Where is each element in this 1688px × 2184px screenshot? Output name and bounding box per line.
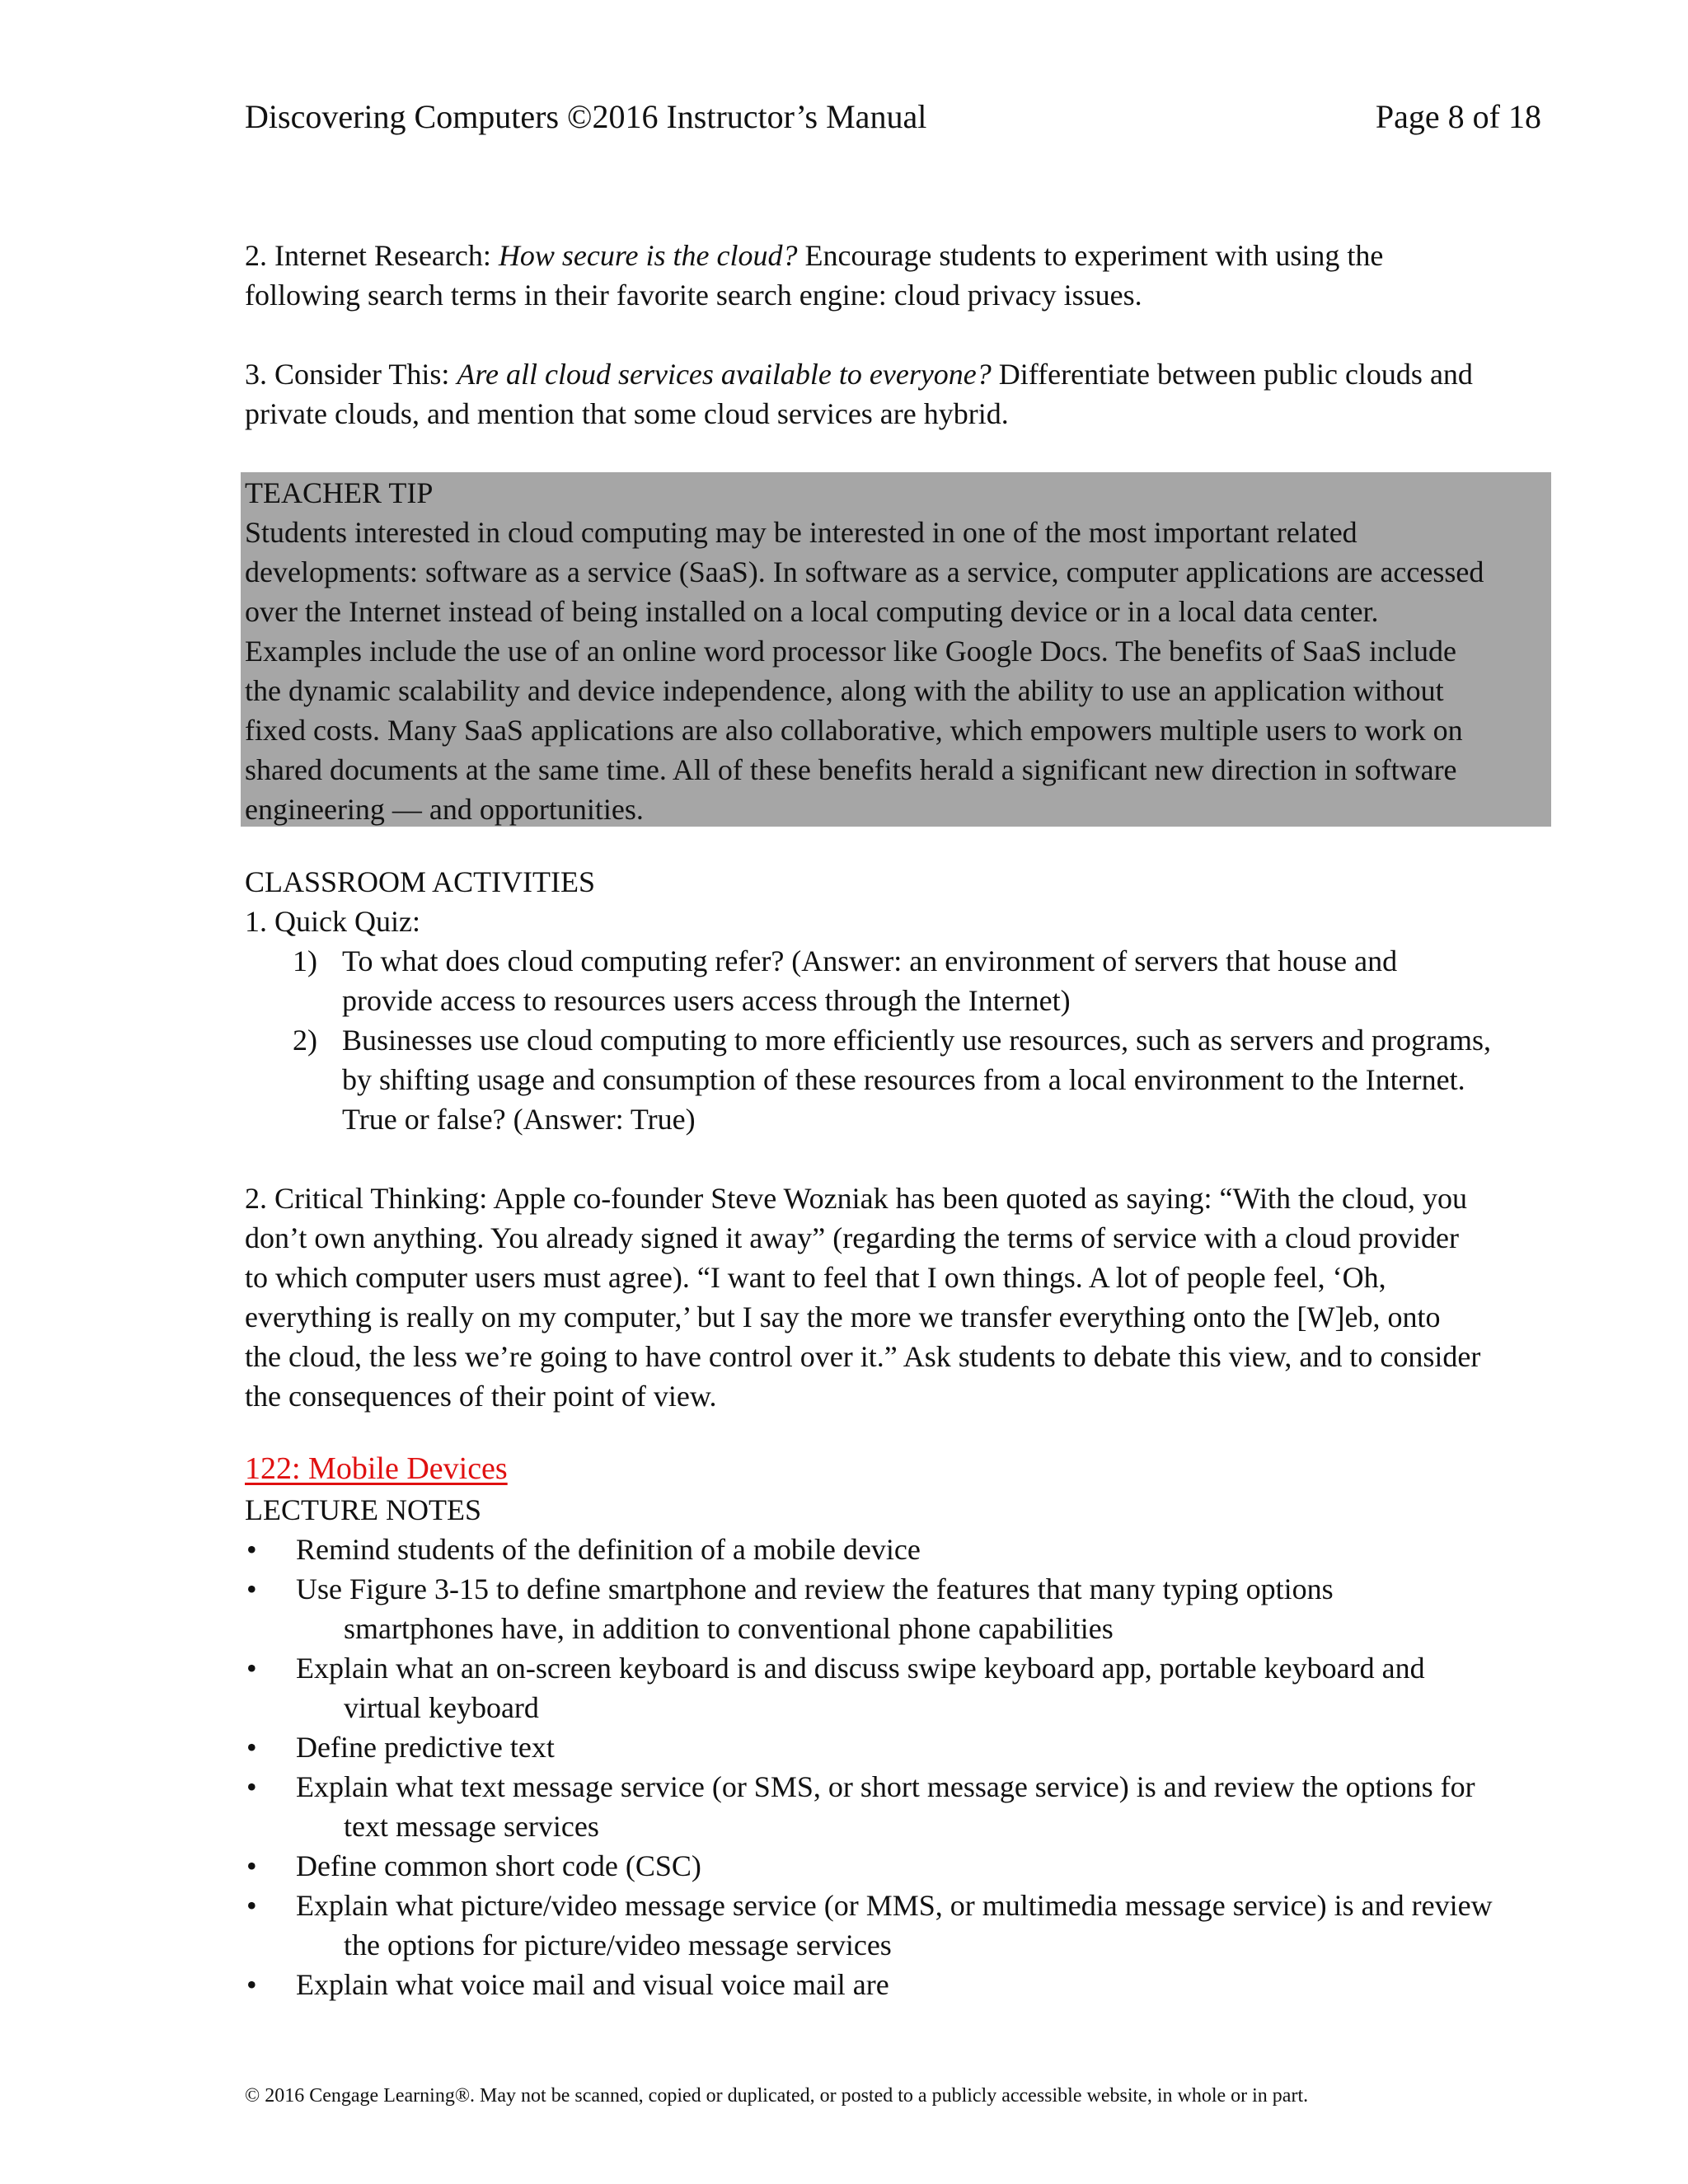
quiz-item-line: provide access to resources users access through the Internet) <box>342 984 1071 1017</box>
classroom-heading: CLASSROOM ACTIVITIES <box>245 865 596 898</box>
bullet-icon: • <box>246 1652 257 1685</box>
list-item-text: Explain what text message service (or SMS, or short message service) is and review the options for <box>296 1770 1475 1803</box>
quiz-item <box>293 1020 1547 1139</box>
consider-this-text-line2: private clouds, and mention that some cloud services are hybrid. <box>245 397 1009 430</box>
critical-thinking-line: the cloud, the less we’re going to have control over it.” Ask students to debate this view, and to consider <box>245 1340 1481 1373</box>
copyright-footer: © 2016 Cengage Learning®. May not be scanned, copied or duplicated, or posted to a publicly accessible website, in whole or in part. <box>245 2085 1309 2107</box>
list-item <box>245 1530 1547 1569</box>
list-item-text-continued: text message services <box>344 1810 599 1843</box>
consider-this-paragraph <box>245 354 1547 434</box>
teacher-tip-line: Examples include the use of an online word processor like Google Docs. The benefits of SaaS include <box>245 635 1456 668</box>
lecture-notes-label: LECTURE NOTES <box>245 1493 481 1526</box>
list-item-text: Explain what an on-screen keyboard is and discuss swipe keyboard app, portable keyboard and <box>296 1652 1425 1685</box>
bullet-icon: • <box>246 1849 257 1882</box>
list-item <box>245 1569 1547 1648</box>
bullet-icon: • <box>246 1572 257 1605</box>
quiz-item-line: Businesses use cloud computing to more efficiently use resources, such as servers and programs, <box>342 1024 1491 1057</box>
bullet-icon: • <box>246 1731 257 1764</box>
list-item-text: Define common short code (CSC) <box>296 1849 701 1882</box>
internet-research-text-line2: following search terms in their favorite search engine: cloud privacy issues. <box>245 279 1142 312</box>
internet-research-prefix: 2. Internet Research: <box>245 239 499 272</box>
list-item-text: Remind students of the definition of a mobile device <box>296 1533 921 1566</box>
teacher-tip-line: shared documents at the same time. All of these benefits herald a significant new direction in software <box>245 753 1457 786</box>
internet-research-question: How secure is the cloud? <box>498 239 798 272</box>
list-item <box>245 1846 1547 1886</box>
list-item <box>245 1767 1547 1846</box>
critical-thinking-line: don’t own anything. You already signed it away” (regarding the terms of service with a cloud provider <box>245 1221 1459 1254</box>
list-item-text: Explain what picture/video message service (or MMS, or multimedia message service) is and review <box>296 1889 1493 1922</box>
page-number: Page 8 of 18 <box>1375 98 1541 135</box>
quiz-item-line: by shifting usage and consumption of these resources from a local environment to the Internet. <box>342 1063 1465 1096</box>
quiz-item <box>293 941 1547 1020</box>
consider-this-text: Differentiate between public clouds and <box>991 358 1473 391</box>
teacher-tip-line: engineering — and opportunities. <box>245 793 644 826</box>
list-item-text-continued: virtual keyboard <box>344 1691 539 1724</box>
list-item-text: Define predictive text <box>296 1731 555 1764</box>
teacher-tip <box>245 473 1547 829</box>
upper-paragraphs <box>245 236 1547 434</box>
critical-thinking-line: the consequences of their point of view. <box>245 1380 717 1413</box>
teacher-tip-line: fixed costs. Many SaaS applications are also collaborative, which empowers multiple users to work on <box>245 714 1463 747</box>
list-item <box>245 1886 1547 1965</box>
critical-thinking-line: everything is really on my computer,’ but I say the more we transfer everything onto the [W]eb, onto <box>245 1301 1441 1333</box>
quiz-item-number: 1) <box>293 944 317 977</box>
teacher-tip-line: Students interested in cloud computing may be interested in one of the most important related <box>245 516 1357 549</box>
section-heading-link[interactable]: 122: Mobile Devices <box>245 1451 508 1486</box>
classroom-activities <box>245 862 1547 1416</box>
list-item-text: Explain what voice mail and visual voice mail are <box>296 1968 889 2001</box>
teacher-tip-line: developments: software as a service (SaaS). In software as a service, computer applications are accessed <box>245 555 1484 588</box>
bullet-icon: • <box>246 1533 257 1566</box>
internet-research-text: Encourage students to experiment with using the <box>797 239 1384 272</box>
bullet-icon: • <box>246 1770 257 1803</box>
consider-this-question: Are all cloud services available to everyone? <box>457 358 992 391</box>
bullet-icon: • <box>246 1889 257 1922</box>
list-item-text-continued: the options for picture/video message services <box>344 1929 892 1961</box>
list-item-text-continued: smartphones have, in addition to conventional phone capabilities <box>344 1612 1114 1645</box>
list-item <box>245 1648 1547 1727</box>
quiz-item-line: To what does cloud computing refer? (Answer: an environment of servers that house and <box>342 944 1398 977</box>
quick-quiz-label: 1. Quick Quiz: <box>245 905 420 938</box>
document-title: Discovering Computers ©2016 Instructor’s Manual <box>245 98 927 135</box>
critical-thinking-line: to which computer users must agree). “I want to feel that I own things. A lot of people feel, ‘Oh, <box>245 1261 1386 1294</box>
bullet-icon: • <box>246 1968 257 2001</box>
teacher-tip-line: the dynamic scalability and device independence, along with the ability to use an application without <box>245 674 1444 707</box>
teacher-tip-line: over the Internet instead of being installed on a local computing device or in a local data center. <box>245 595 1379 628</box>
internet-research-paragraph <box>245 236 1547 315</box>
quiz-item-number: 2) <box>293 1024 317 1057</box>
critical-thinking-paragraph <box>245 1179 1547 1416</box>
list-item <box>245 1965 1547 2004</box>
teacher-tip-label: TEACHER TIP <box>245 476 434 509</box>
list-item-text: Use Figure 3-15 to define smartphone and review the features that many typing options <box>296 1572 1334 1605</box>
consider-this-prefix: 3. Consider This: <box>245 358 457 391</box>
quiz-item-line: True or false? (Answer: True) <box>342 1103 696 1136</box>
list-item <box>245 1727 1547 1767</box>
mobile-devices-section <box>245 1447 1547 2004</box>
critical-thinking-line: 2. Critical Thinking: Apple co-founder Steve Wozniak has been quoted as saying: “With the cloud, you <box>245 1182 1467 1215</box>
